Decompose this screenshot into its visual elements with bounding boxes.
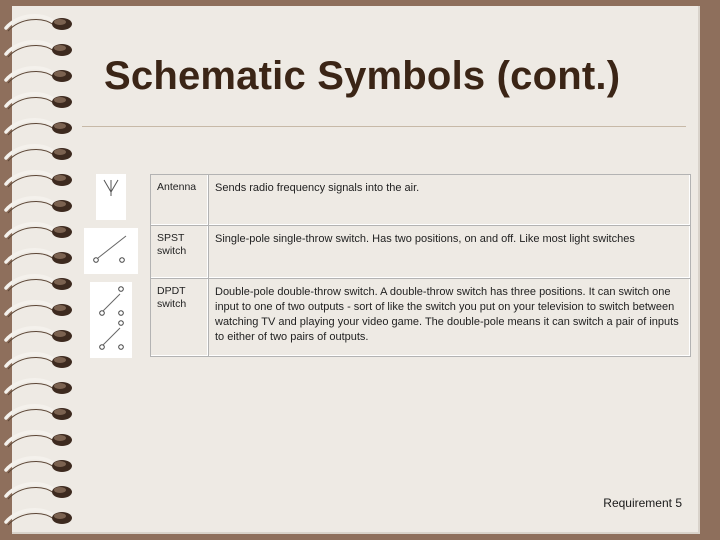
symbol-description-cell: Single-pole single-throw switch. Has two positions, on and off. Like most light switches [209, 226, 691, 279]
table-row [151, 175, 691, 226]
binding-hole-highlight-icon [54, 71, 66, 77]
symbol-description-cell: Sends radio frequency signals into the air. [209, 175, 691, 226]
binding-hole-highlight-icon [54, 461, 66, 467]
title-divider [82, 126, 686, 127]
table-row [151, 226, 691, 279]
antenna-symbol-icon [96, 174, 126, 220]
symbol-description-cell: Double-pole double-throw switch. A double-throw switch has three positions. It can switch one input to one of two outputs - sort of like the switch you put on your television to switch between watching TV and playing your video game. The double-pole means it can switch a pair of inputs to either of two pairs of outputs. [209, 279, 691, 357]
binding-hole-highlight-icon [54, 279, 66, 285]
spst-switch-symbol-icon [84, 228, 138, 274]
binding-hole-highlight-icon [54, 19, 66, 25]
binding-hole-highlight-icon [54, 201, 66, 207]
binding-hole-highlight-icon [54, 305, 66, 311]
binding-hole-highlight-icon [54, 409, 66, 415]
binding-hole-highlight-icon [54, 97, 66, 103]
binding-hole-highlight-icon [54, 45, 66, 51]
binding-hole-highlight-icon [54, 357, 66, 363]
binding-hole-highlight-icon [54, 331, 66, 337]
binding-hole-highlight-icon [54, 253, 66, 259]
binding-hole-highlight-icon [54, 123, 66, 129]
dpdt-switch-symbol-icon [90, 282, 132, 358]
requirement-label: Requirement 5 [603, 496, 682, 510]
binding-hole-highlight-icon [54, 513, 66, 519]
binding-hole-highlight-icon [54, 487, 66, 493]
binding-hole-highlight-icon [54, 149, 66, 155]
binding-hole-highlight-icon [54, 227, 66, 233]
schematic-symbols-table [150, 174, 691, 357]
spiral-binding-icon [0, 0, 90, 540]
binding-hole-highlight-icon [54, 435, 66, 441]
table-row [151, 279, 691, 357]
binding-hole-highlight-icon [54, 175, 66, 181]
slide-title: Schematic Symbols (cont.) [104, 54, 621, 98]
symbol-name-cell: DPDT switch [151, 279, 209, 357]
symbol-name-cell: Antenna [151, 175, 209, 226]
symbol-name-cell: SPST switch [151, 226, 209, 279]
binding-hole-highlight-icon [54, 383, 66, 389]
